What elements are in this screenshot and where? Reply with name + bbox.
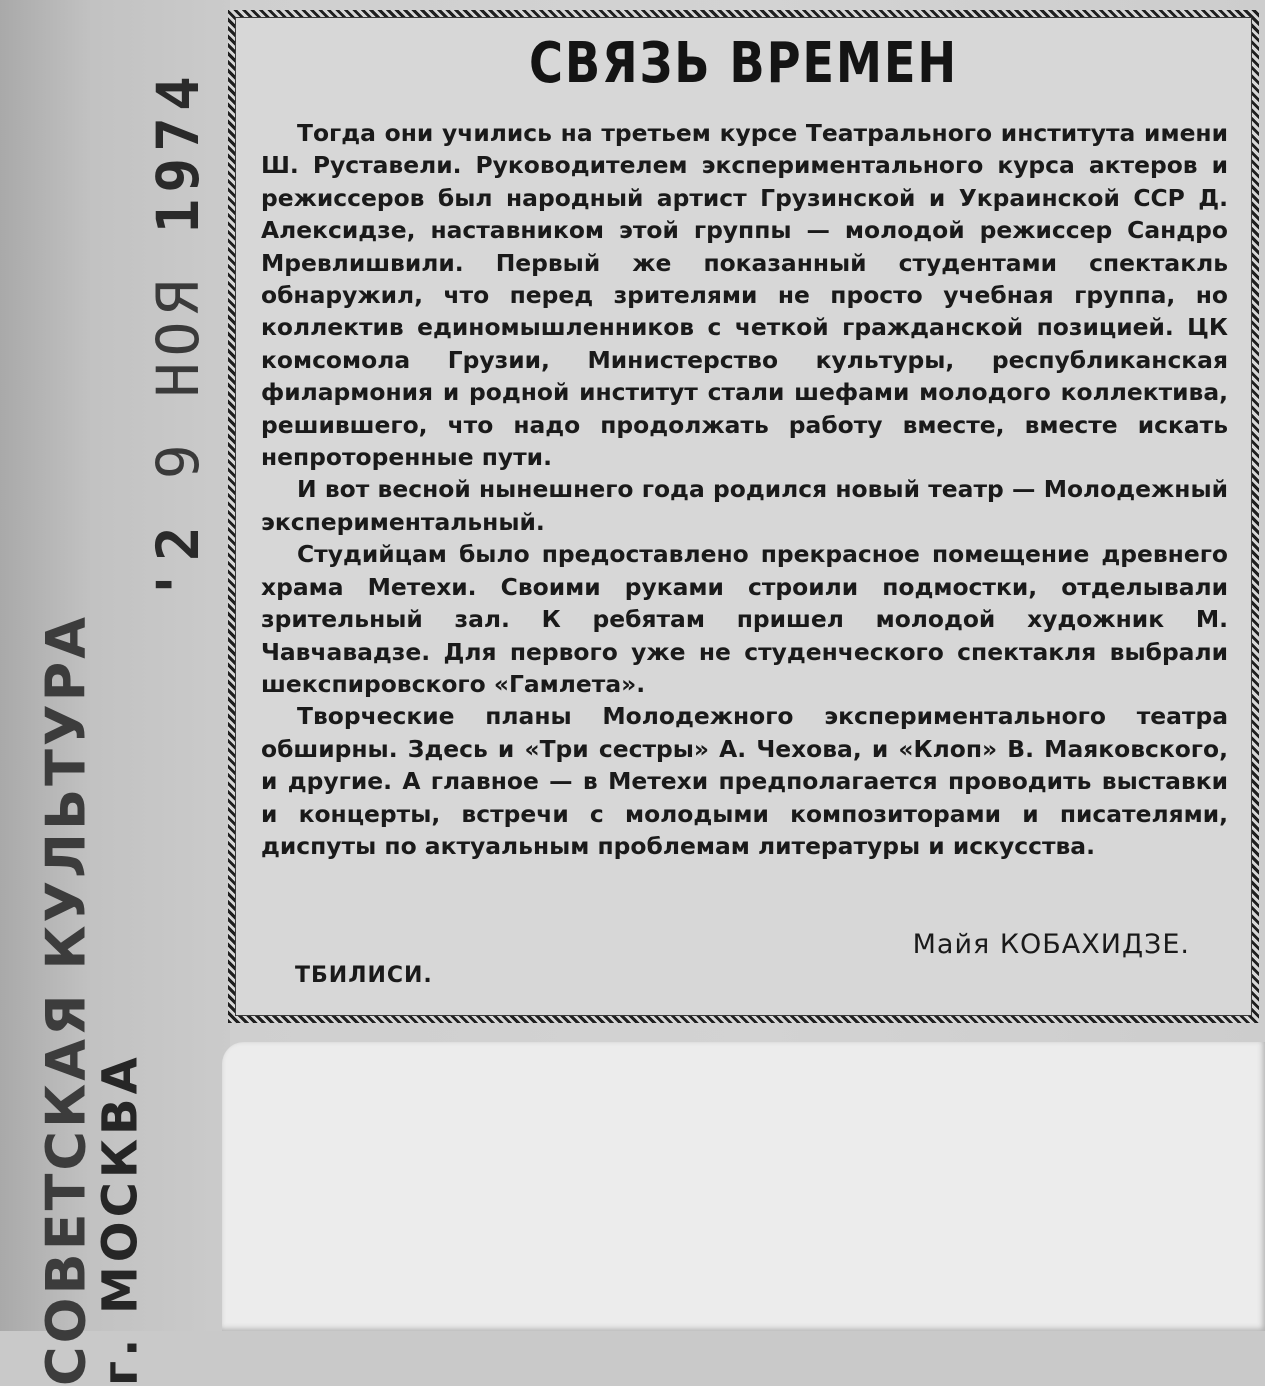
article-paragraph: Тогда они учились на третьем курсе Театрального института имени Ш. Руставели. Руководителем экспериментального курса актеров и режиссеров был народный артист Грузинской и Украинской ССР Д. Алексидзе, наставником этой группы — молодой режиссер Сандро Мревлишвили. Первый же показанный студентами спектакль обнаружил, что перед зрителями не просто учебная группа, но коллектив единомышленников с четкой гражданской позицией. ЦК комсомола Грузии, Министерство культуры, республиканская филармония и родной институт стали шефами молодого коллектива, решившего, что надо продолжать работу вместе, вместе искать непроторенные пути. bbox=[261, 119, 1228, 472]
source-stamp-newspaper: СОВЕТСКАЯ КУЛЬТУРА bbox=[34, 614, 98, 1386]
article-paragraph: Студийцам было предоставлено прекрасное помещение древнего храма Метехи. Своими руками строили подмостки, отделывали зрительный зал. К ребятам пришел молодой художник М. Чавчавадзе. Для первого уже не студенческого спектакля выбрали шекспировского «Гамлета». bbox=[261, 540, 1228, 698]
article-title: СВЯЗЬ ВРЕМЕН bbox=[528, 31, 959, 96]
date-stamp-day: '2 bbox=[144, 520, 212, 602]
date-stamp bbox=[144, 70, 212, 602]
backing-sheet bbox=[222, 1042, 1265, 1331]
source-stamp-city: г. МОСКВА bbox=[92, 1053, 149, 1386]
date-stamp-year: 1974 bbox=[144, 70, 212, 234]
article-body bbox=[261, 117, 1228, 862]
article-frame bbox=[228, 10, 1259, 1023]
article-author: Майя КОБАХИДЗЕ. bbox=[912, 929, 1190, 960]
source-stamp bbox=[34, 614, 149, 1386]
article-paragraph: И вот весной нынешнего года родился новый театр — Молодежный экспериментальный. bbox=[261, 475, 1228, 536]
article-paragraph: Творческие планы Молодежного экспериментального театра обширны. Здесь и «Три сестры» А. Чехова, и «Клоп» В. Маяковского, и другие. А главное — в Метехи предполагается проводить выставки и концерты, встречи с молодыми композиторами и писателями, диспуты по актуальным проблемам литературы и искусства. bbox=[261, 702, 1228, 860]
date-stamp-month: 9 НОЯ bbox=[144, 274, 212, 480]
article-dateline-city: ТБИЛИСИ. bbox=[295, 963, 433, 988]
